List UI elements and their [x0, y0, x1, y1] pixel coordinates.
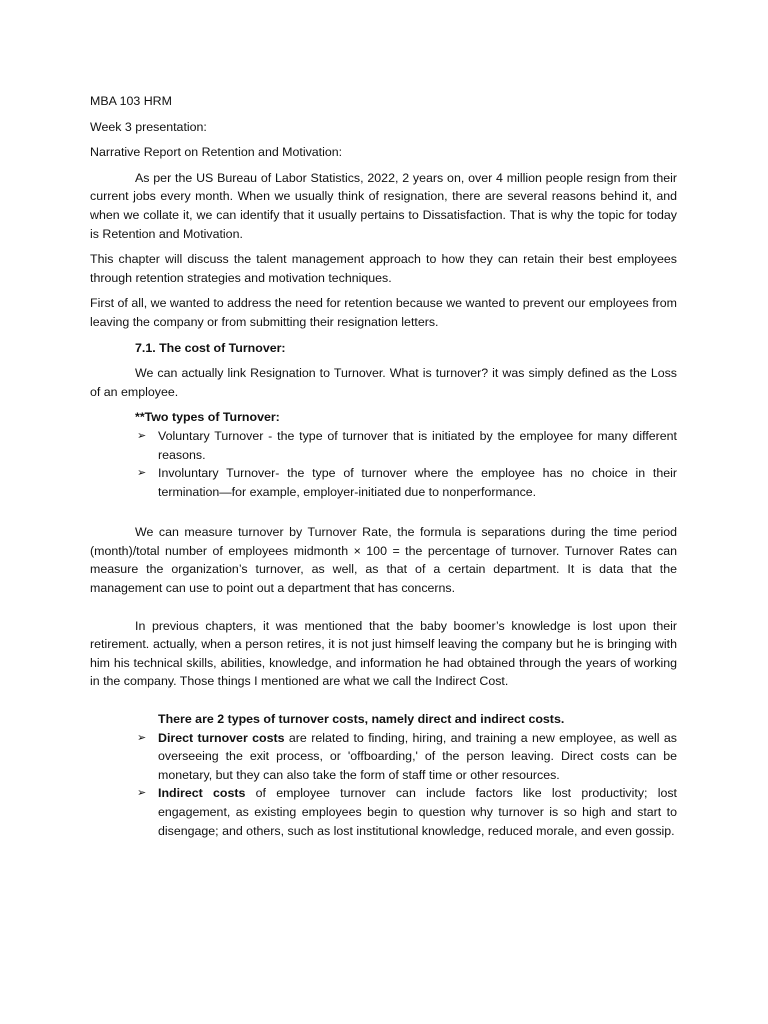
turnover-costs-list: [90, 729, 677, 841]
list-item-text: Involuntary Turnover- the type of turnover where the employee has no choice in their termination—for example, employer-initiated due to nonperformance.: [158, 466, 677, 499]
list-item: [90, 464, 677, 501]
intro-paragraph: As per the US Bureau of Labor Statistics, 2022, 2 years on, over 4 million people resign from their current jobs every month. When we usually think of resignation, there are several reasons behind it, and when we collate it, we can identify that it usually pertains to Dissatisfaction. That is why the topic for today is Retention and Motivation.: [90, 170, 677, 241]
chapter-paragraph: This chapter will discuss the talent management approach to how they can retain their best employees through retention strategies and motivation techniques.: [90, 252, 677, 285]
week-label: Week 3 presentation:: [90, 119, 207, 134]
list-item-term: Indirect costs: [158, 786, 246, 801]
list-item-text: are related to finding, hiring, and training a new employee, as well as overseeing the exit process, or 'offboarding,' of the person leaving. Direct costs can be monetary, but they can also take the form of staff time or other resources.: [158, 730, 678, 782]
turnover-rate-paragraph: We can measure turnover by Turnover Rate, the formula is separations during the time period (month)/total number of employees midmonth × 100 = the percentage of turnover. Turnover Rates can measure the organization’s turnover, as well, as that of a certain department. It is data that the management can use to point out a department that has concerns.: [90, 525, 677, 596]
retention-paragraph: First of all, we wanted to address the need for retention because we wanted to prevent our employees from leaving the company or from submitting their resignation letters.: [90, 296, 677, 329]
arrow-bullet-icon: ➢: [137, 731, 147, 744]
list-item: [90, 427, 677, 464]
turnover-definition-paragraph: We can actually link Resignation to Turnover. What is turnover? it was simply defined as the Loss of an employee.: [90, 366, 677, 399]
list-item: [90, 784, 677, 840]
list-item-text: Voluntary Turnover - the type of turnover that is initiated by the employee for many different reasons.: [158, 428, 677, 462]
document-page: [90, 92, 677, 850]
list-item: [90, 729, 677, 785]
list-item-term: Direct turnover costs: [158, 730, 285, 745]
turnover-types-list: [90, 427, 677, 501]
section-heading: 7.1. The cost of Turnover:: [135, 340, 286, 355]
turnover-types-heading: **Two types of Turnover:: [135, 410, 280, 425]
course-label: MBA 103 HRM: [90, 94, 172, 108]
indirect-cost-paragraph: In previous chapters, it was mentioned that the baby boomer’s knowledge is lost upon their retirement. actually, when a person retires, it is not just himself leaving the company but he is bringing with him his technical skills, abilities, knowledge, and information he had obtained through the years of working in the company. Those things I mentioned are what we call the Indirect Cost.: [90, 618, 677, 689]
arrow-bullet-icon: ➢: [137, 787, 147, 800]
turnover-costs-heading: There are 2 types of turnover costs, namely direct and indirect costs.: [158, 712, 565, 727]
report-title: Narrative Report on Retention and Motivation:: [90, 145, 343, 160]
arrow-bullet-icon: ➢: [137, 467, 147, 480]
arrow-bullet-icon: ➢: [137, 429, 147, 442]
list-item-text: of employee turnover can include factors like lost productivity; lost engagement, as existing employees begin to question why turnover is so high and start to disengage; and others, such as lost institutional knowledge, reduced morale, and even gossip.: [158, 786, 677, 838]
